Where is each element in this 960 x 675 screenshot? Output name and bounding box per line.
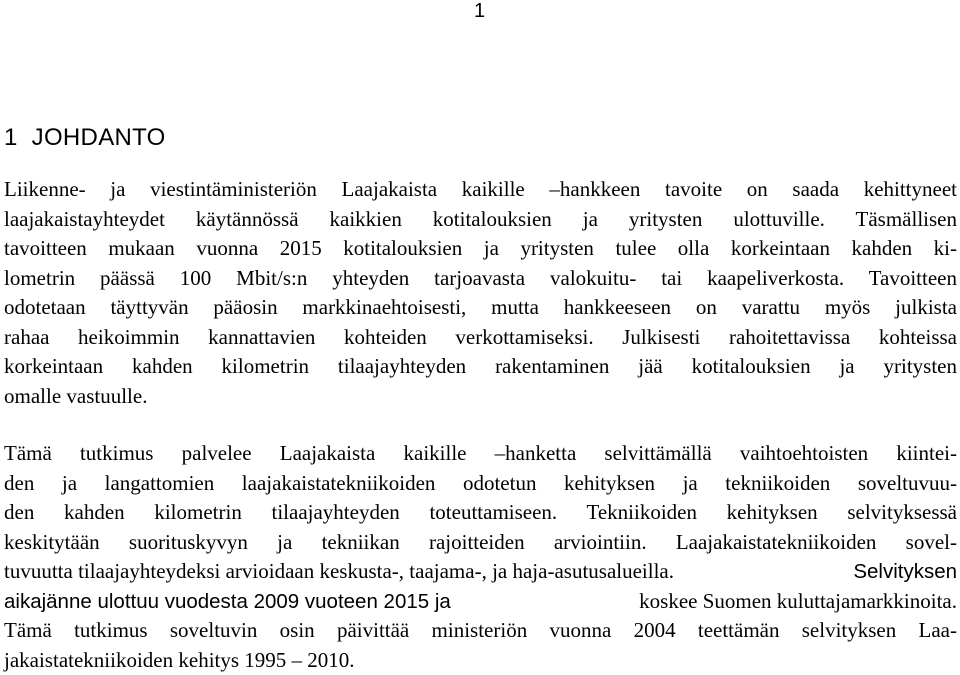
paragraph-line: keskitytään suorituskyvyn ja tekniikan rajoitteiden arviointiin. Laajakaistatekniikoiden sovel- (4, 529, 957, 554)
paragraph-line-mixed (4, 587, 957, 617)
paragraph-line: omalle vastuulle. (4, 383, 148, 408)
paragraph-line: laajakaistayhteydet käytännössä kaikkien kotitalouksien ja yritysten ulottuville. Täsmällisen (4, 206, 957, 231)
paragraph-line: den kahden kilometrin tilaajayhteyden toteuttamiseen. Tekniikoiden kehityksen selvityksessä (4, 500, 957, 524)
paragraph-text-sans: Selvityksen (853, 560, 957, 583)
paragraph-line: odotetaan täyttyvän pääosin markkinaehtoisesti, mutta hankkeeseen on varattu myös julkista (4, 295, 957, 319)
paragraph-line: rahaa heikoimmin kannattavien kohteiden verkottamiseksi. Julkisesti rahoitettavissa kohteissa (4, 324, 957, 349)
paragraph-line: lometrin päässä 100 Mbit/s:n yhteyden tarjoavasta valokuitu- tai kaapeliverkosta. Tavoitteen (4, 265, 957, 290)
paragraph-text: koskee Suomen kuluttajamarkkinoita. (639, 588, 957, 613)
section-heading (4, 124, 166, 152)
paragraph-line-mixed (4, 557, 957, 587)
paragraph-text: tuvuutta tilaajayhteydeksi arvioidaan keskusta-, taajama-, ja haja-asutusalueilla. (4, 559, 675, 583)
paragraph-line: korkeintaan kahden kilometrin tilaajayhteyden rakentaminen jää kotitalouksien ja yritysten (4, 354, 957, 378)
paragraph-text-sans: aikajänne ulottuu vuodesta 2009 vuoteen 2015 ja (4, 589, 451, 613)
paragraph-line: Tämä tutkimus soveltuvin osin päivittää ministeriön vuonna 2004 teettämän selvityksen Laa- (4, 618, 957, 642)
paragraph-line: Tämä tutkimus palvelee Laajakaista kaikille –hanketta selvittämällä vaihtoehtoisten kiintei- (4, 441, 957, 465)
section-number: 1 (4, 124, 18, 151)
page-number: 1 (474, 0, 486, 22)
paragraph-line: tavoitteen mukaan vuonna 2015 kotitalouksien ja yritysten tulee olla korkeintaan kahden ki- (4, 236, 957, 260)
paragraph-line: jakaistatekniikoiden kehitys 1995 – 2010. (4, 647, 355, 672)
paragraph-introduction (4, 175, 957, 411)
paragraph-line: den ja langattomien laajakaistatekniikoiden odotetun kehityksen ja tekniikoiden soveltuvuu- (4, 470, 957, 495)
paragraph-study-scope (4, 439, 957, 675)
paragraph-line: Liikenne- ja viestintäministeriön Laajakaista kaikille –hankkeen tavoite on saada kehittyneet (4, 177, 957, 201)
section-title: JOHDANTO (31, 124, 166, 151)
